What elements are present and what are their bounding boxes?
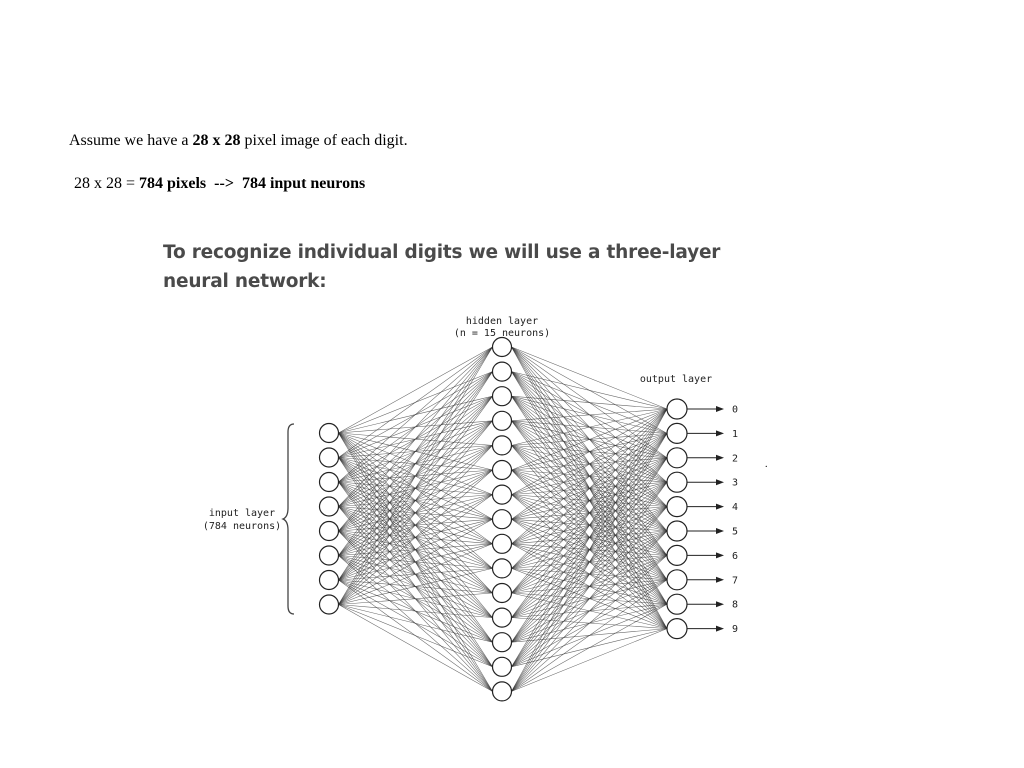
edge-input-hidden <box>339 605 493 643</box>
intro-line-1-pre: Assume we have a <box>69 132 193 149</box>
edge-hidden-output <box>512 604 668 691</box>
hidden-neuron <box>493 436 512 455</box>
input-layer-count: (784 neurons) <box>202 521 282 532</box>
hidden-neuron <box>493 584 512 603</box>
arrow-head-icon <box>716 406 724 412</box>
hidden-layer-label: hidden layer <box>465 316 539 327</box>
hidden-neuron <box>493 362 512 381</box>
arrow-head-icon <box>716 577 724 583</box>
hidden-neuron <box>493 534 512 553</box>
output-digit-label: 1 <box>732 428 739 440</box>
stray-mark: . <box>765 459 768 470</box>
output-digit-label: 0 <box>732 404 739 416</box>
hidden-neuron <box>493 411 512 430</box>
hidden-neuron <box>493 461 512 480</box>
edge-hidden-output <box>512 409 668 421</box>
output-digit-label: 8 <box>732 599 739 611</box>
intro-line-2-arrow: --> <box>214 175 234 192</box>
input-neuron <box>320 546 339 565</box>
input-neuron <box>320 522 339 541</box>
arrow-head-icon <box>716 552 724 558</box>
edge-input-hidden <box>339 347 493 580</box>
edge-input-hidden <box>339 544 493 605</box>
output-neuron <box>667 545 687 565</box>
output-neuron <box>667 594 687 614</box>
arrow-head-icon <box>716 626 724 632</box>
output-digit-label: 9 <box>732 624 739 636</box>
edge-hidden-output <box>512 409 668 667</box>
output-digit-label: 7 <box>732 575 739 587</box>
arrow-head-icon <box>716 455 724 461</box>
hidden-neuron <box>493 387 512 406</box>
input-layer-brace <box>283 424 294 614</box>
output-neuron <box>667 423 687 443</box>
input-layer-label: input layer <box>208 508 276 519</box>
output-digit-labels <box>732 405 738 636</box>
arrow-head-icon <box>716 479 724 485</box>
arrow-head-icon <box>716 504 724 510</box>
intro-line-1-post: pixel image of each digit. <box>240 132 408 149</box>
arrow-head-icon <box>716 601 724 607</box>
output-digit-label: 6 <box>732 550 739 562</box>
input-neuron <box>320 424 339 443</box>
intro-line-1-bold: 28 x 28 <box>192 132 241 149</box>
output-digit-label: 4 <box>732 502 739 514</box>
output-layer-label: output layer <box>639 374 713 385</box>
output-neuron <box>667 619 687 639</box>
input-neuron <box>320 571 339 590</box>
hidden-neuron <box>493 485 512 504</box>
output-arrows <box>687 406 724 632</box>
hidden-layer-count: (n = 15 neurons) <box>453 328 551 339</box>
intro-line-2-neurons: 784 input neurons <box>241 175 366 192</box>
intro-line-2-pixels: 784 pixels <box>139 175 207 192</box>
input-neuron <box>320 497 339 516</box>
edge-input-hidden <box>339 347 493 531</box>
intro-line-2-pre: 28 x 28 = <box>74 175 140 192</box>
output-neuron <box>667 497 687 517</box>
output-neuron <box>667 570 687 590</box>
hidden-neuron <box>493 682 512 701</box>
arrow-head-icon <box>716 430 724 436</box>
hidden-neuron <box>493 559 512 578</box>
hidden-neuron <box>493 633 512 652</box>
edge-input-hidden <box>339 347 493 556</box>
edge-input-hidden <box>339 593 493 605</box>
output-neuron <box>667 521 687 541</box>
arrow-head-icon <box>716 528 724 534</box>
output-neuron <box>667 448 687 468</box>
diagram-heading: To recognize individual digits we will use a three-layer neural network: <box>163 242 721 292</box>
output-digit-label: 5 <box>732 526 739 538</box>
input-neuron <box>320 595 339 614</box>
output-digit-label: 2 <box>732 453 739 465</box>
edge-input-hidden <box>339 605 493 692</box>
hidden-neuron <box>493 510 512 529</box>
output-digit-label: 3 <box>732 477 739 489</box>
input-neuron <box>320 448 339 467</box>
output-neuron <box>667 399 687 419</box>
hidden-neuron <box>493 338 512 357</box>
input-neuron <box>320 473 339 492</box>
hidden-neuron <box>493 657 512 676</box>
hidden-neuron <box>493 608 512 627</box>
output-neuron <box>667 472 687 492</box>
edge-input-hidden <box>339 372 493 605</box>
